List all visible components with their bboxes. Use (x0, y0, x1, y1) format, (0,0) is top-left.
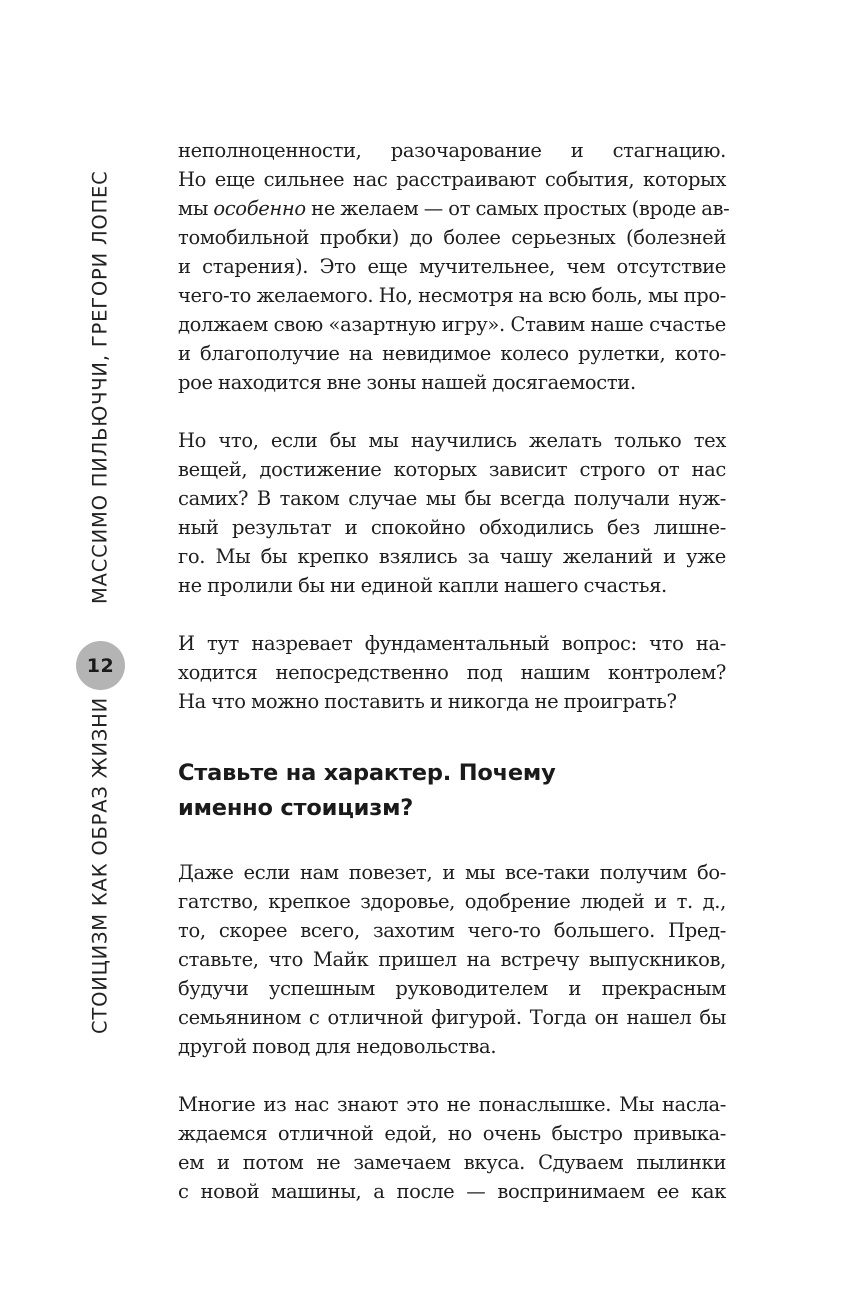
text-line: другой повод для недовольства. (178, 1035, 497, 1058)
text-line: семьянином с отличной фигурой. Тогда он нашел бы (178, 1006, 726, 1029)
text-line: и благополучие на невидимое колесо рулетки, кото- (178, 342, 726, 365)
text-line: и старения). Это еще мучительнее, чем отсутствие (178, 255, 726, 278)
text-line: томобильной пробки) до более серьезных (болезней (178, 226, 726, 249)
page-number-badge: 12 (76, 641, 125, 690)
heading-line: Ставьте на характер. Почему (178, 760, 556, 786)
text-line: рое находится вне зоны нашей досягаемости. (178, 371, 636, 394)
text-line: ждаемся отличной едой, но очень быстро привыка- (178, 1122, 726, 1145)
paragraph-5 (178, 1090, 726, 1206)
text-line: гатство, крепкое здоровье, одобрение людей и т. д., (178, 890, 726, 913)
text-line: ходится непосредственно под нашим контролем? (178, 661, 726, 684)
section-heading (178, 756, 726, 826)
text-fragment: мы (178, 197, 214, 220)
text-line: Многие из нас знают это не понаслышке. Мы насла- (178, 1093, 726, 1116)
page-body (178, 136, 730, 1235)
text-line: то, скорее всего, захотим чего-то большего. Пред- (178, 919, 726, 942)
heading-line: именно стоицизм? (178, 795, 414, 821)
text-line: го. Мы бы крепко взялись за чашу желаний и уже (178, 545, 726, 568)
paragraph-2 (178, 426, 726, 600)
running-head-book-title: СТОИЦИЗМ КАК ОБРАЗ ЖИЗНИ (88, 696, 112, 1034)
text-fragment: не желаем — от самых простых (вроде ав- (305, 197, 730, 220)
text-line: ставьте, что Майк пришел на встречу выпускников, (178, 948, 726, 971)
emphasis-word: особенно (213, 197, 306, 220)
paragraph-1 (178, 136, 730, 397)
paragraph-4 (178, 858, 726, 1061)
text-line: с новой машины, а после — воспринимаем ее как (178, 1180, 726, 1203)
text-line: Но еще сильнее нас расстраивают события, которых (178, 168, 726, 191)
text-line: должаем свою «азартную игру». Ставим наше счастье (178, 313, 726, 336)
text-line: На что можно поставить и никогда не проиграть? (178, 690, 677, 713)
text-line: будучи успешным руководителем и прекрасным (178, 977, 726, 1000)
text-line: ный результат и спокойно обходились без лишне- (178, 516, 726, 539)
text-line: Но что, если бы мы научились желать только тех (178, 429, 726, 452)
text-line: И тут назревает фундаментальный вопрос: что на- (178, 632, 726, 655)
running-head-author: МАССИМО ПИЛЬЮЧЧИ, ГРЕГОРИ ЛОПЕС (88, 170, 112, 604)
text-line: вещей, достижение которых зависит строго от нас (178, 458, 726, 481)
text-line: чего-то желаемого. Но, несмотря на всю боль, мы про- (178, 284, 726, 307)
text-line: неполноценности, разочарование и стагнацию. (178, 139, 726, 162)
text-line: ем и потом не замечаем вкуса. Сдуваем пылинки (178, 1151, 726, 1174)
text-line: самих? В таком случае мы бы всегда получали нуж- (178, 487, 726, 510)
text-line: не пролили бы ни единой капли нашего счастья. (178, 574, 667, 597)
paragraph-3 (178, 629, 726, 716)
text-line-with-emphasis (178, 194, 730, 223)
text-line: Даже если нам повезет, и мы все-таки получим бо- (178, 861, 726, 884)
